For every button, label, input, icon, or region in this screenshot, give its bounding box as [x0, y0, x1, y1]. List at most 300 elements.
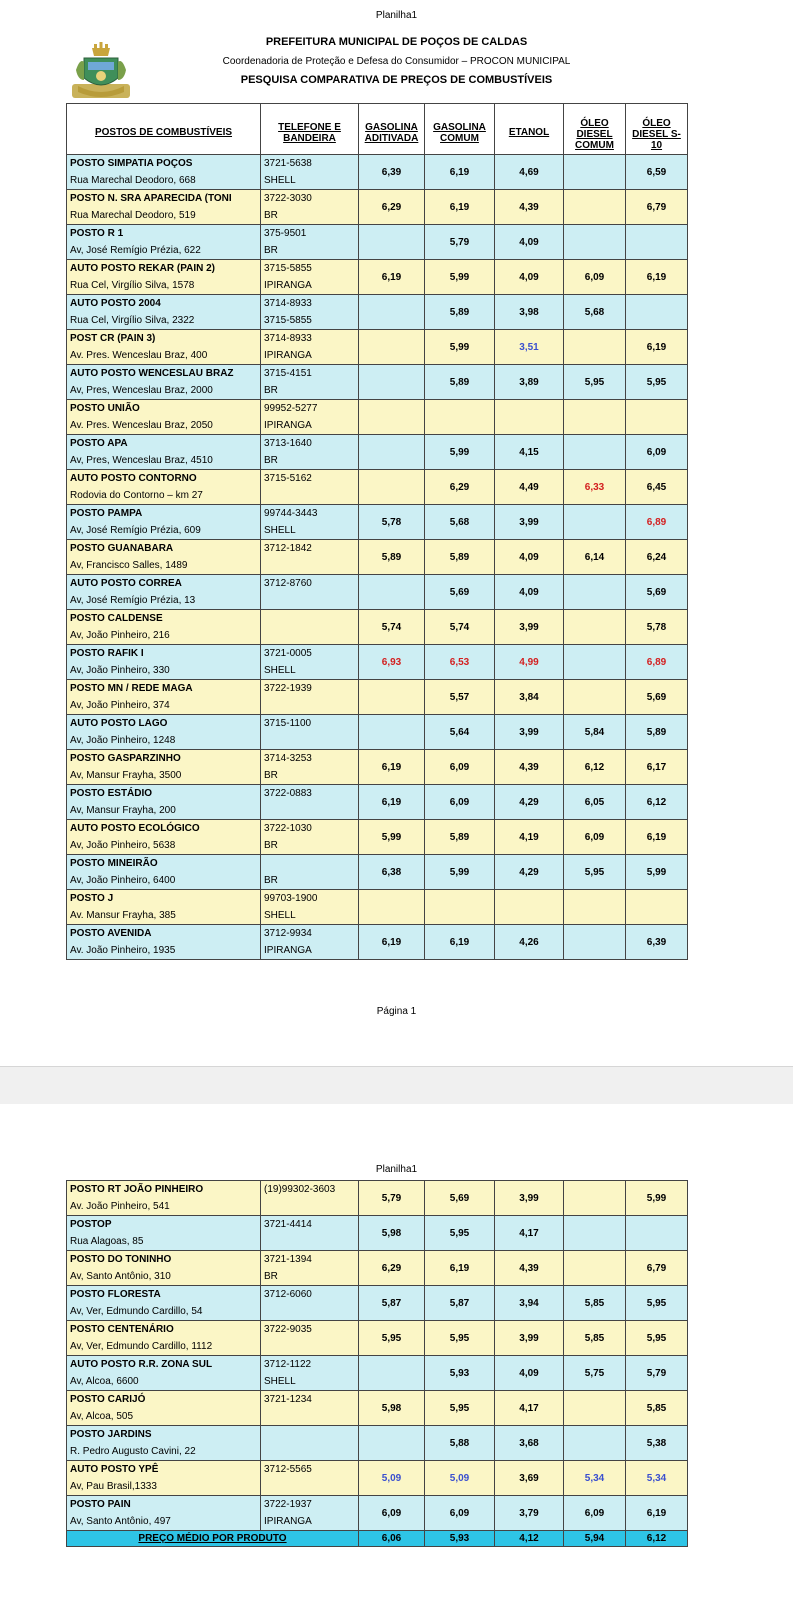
- price-gas-com: 5,99: [425, 260, 495, 295]
- table-row: [67, 1286, 688, 1304]
- station-address: Av, João Pinheiro, 216: [67, 627, 261, 645]
- station-address: Av, Pau Brasil,1333: [67, 1478, 261, 1496]
- station-name: POSTOP: [67, 1216, 261, 1234]
- table-row: [67, 155, 688, 173]
- station-phone: 99744-3443: [261, 505, 359, 523]
- price-etanol: 4,17: [495, 1391, 564, 1426]
- price-etanol: 4,09: [495, 575, 564, 610]
- station-name: POSTO AVENIDA: [67, 925, 261, 943]
- station-name: POSTO MN / REDE MAGA: [67, 680, 261, 698]
- price-gas-com: 5,74: [425, 610, 495, 645]
- table-row: [67, 260, 688, 278]
- station-phone: 3721-0005: [261, 645, 359, 663]
- station-name: POSTO R 1: [67, 225, 261, 243]
- table-row: [67, 330, 688, 348]
- station-name: POSTO PAIN: [67, 1496, 261, 1514]
- average-label: PREÇO MÉDIO POR PRODUTO: [67, 1531, 359, 1547]
- station-phone: 3722-1939: [261, 680, 359, 698]
- price-gas-ad: [359, 330, 425, 365]
- station-brand: BR: [261, 767, 359, 785]
- price-gas-ad: 6,29: [359, 190, 425, 225]
- price-diesel: [564, 680, 626, 715]
- price-gas-com: 6,19: [425, 925, 495, 960]
- price-etanol: 4,69: [495, 155, 564, 190]
- price-etanol: 3,99: [495, 1181, 564, 1216]
- price-gas-ad: [359, 715, 425, 750]
- station-address: Av, Santo Antônio, 497: [67, 1513, 261, 1531]
- station-brand: BR: [261, 452, 359, 470]
- price-gas-com: 5,99: [425, 435, 495, 470]
- table-row: [67, 645, 688, 663]
- price-diesel: [564, 435, 626, 470]
- col-header-ethanol: ETANOL: [495, 104, 564, 155]
- table-row: [67, 225, 688, 243]
- station-phone: 3712-1842: [261, 540, 359, 558]
- station-address: Av, Pres, Wenceslau Braz, 2000: [67, 382, 261, 400]
- table-row: [67, 680, 688, 698]
- price-diesel: 5,85: [564, 1321, 626, 1356]
- price-s10: 6,89: [626, 505, 688, 540]
- price-s10: 6,17: [626, 750, 688, 785]
- station-address: Av, José Remígio Prézia, 622: [67, 242, 261, 260]
- price-gas-com: 5,89: [425, 365, 495, 400]
- price-gas-ad: [359, 365, 425, 400]
- price-etanol: 3,94: [495, 1286, 564, 1321]
- price-s10: 6,09: [626, 435, 688, 470]
- price-diesel: 5,85: [564, 1286, 626, 1321]
- table-row: [67, 1216, 688, 1234]
- table-row: [67, 400, 688, 418]
- price-s10: 5,79: [626, 1356, 688, 1391]
- station-brand: IPIRANGA: [261, 347, 359, 365]
- station-address: Av, João Pinheiro, 330: [67, 662, 261, 680]
- station-phone: 3722-9035: [261, 1321, 359, 1339]
- price-diesel: 6,33: [564, 470, 626, 505]
- price-gas-ad: 5,98: [359, 1391, 425, 1426]
- table-row: [67, 295, 688, 313]
- col-header-diesel-common: ÓLEO DIESEL COMUM: [564, 104, 626, 155]
- price-diesel: 6,09: [564, 1496, 626, 1531]
- station-phone: (19)99302-3603: [261, 1181, 359, 1199]
- price-diesel: 5,84: [564, 715, 626, 750]
- price-s10: 5,95: [626, 1321, 688, 1356]
- price-gas-ad: 6,19: [359, 750, 425, 785]
- station-brand: [261, 487, 359, 505]
- price-gas-ad: [359, 1356, 425, 1391]
- price-diesel: [564, 190, 626, 225]
- station-brand: [261, 1233, 359, 1251]
- price-s10: 5,99: [626, 1181, 688, 1216]
- price-s10: 6,59: [626, 155, 688, 190]
- price-gas-ad: [359, 1426, 425, 1461]
- station-address: Rodovia do Contorno – km 27: [67, 487, 261, 505]
- price-gas-com: 6,29: [425, 470, 495, 505]
- station-phone: 3722-1937: [261, 1496, 359, 1514]
- station-brand: [261, 1408, 359, 1426]
- price-etanol: 4,09: [495, 1356, 564, 1391]
- price-gas-com: [425, 400, 495, 435]
- document-title: PREFEITURA MUNICIPAL DE POÇOS DE CALDAS: [265, 36, 528, 48]
- price-s10: 6,79: [626, 190, 688, 225]
- station-phone: 99952-5277: [261, 400, 359, 418]
- price-gas-com: 5,95: [425, 1216, 495, 1251]
- price-etanol: [495, 890, 564, 925]
- price-s10: 5,78: [626, 610, 688, 645]
- station-address: Av, José Remígio Prézia, 13: [67, 592, 261, 610]
- station-name: POSTO CARIJÓ: [67, 1391, 261, 1409]
- price-s10: 5,38: [626, 1426, 688, 1461]
- col-header-gasoline-additive: GASOLINA ADITIVADA: [359, 104, 425, 155]
- price-gas-com: 5,95: [425, 1391, 495, 1426]
- price-s10: 5,34: [626, 1461, 688, 1496]
- price-gas-com: 5,64: [425, 715, 495, 750]
- price-etanol: 4,09: [495, 540, 564, 575]
- price-gas-com: 5,57: [425, 680, 495, 715]
- station-phone: 3721-1394: [261, 1251, 359, 1269]
- station-name: AUTO POSTO CONTORNO: [67, 470, 261, 488]
- municipal-coat-of-arms-icon: [70, 40, 132, 102]
- price-etanol: 4,09: [495, 260, 564, 295]
- price-diesel: [564, 505, 626, 540]
- price-gas-ad: 5,95: [359, 1321, 425, 1356]
- station-name: POSTO DO TONINHO: [67, 1251, 261, 1269]
- price-s10: 6,45: [626, 470, 688, 505]
- station-brand: BR: [261, 872, 359, 890]
- station-address: Rua Cel, Virgílio Silva, 2322: [67, 312, 261, 330]
- station-name: POSTO N. SRA APARECIDA (TONI: [67, 190, 261, 208]
- price-etanol: 4,09: [495, 225, 564, 260]
- price-gas-com: 5,88: [425, 1426, 495, 1461]
- price-gas-ad: [359, 470, 425, 505]
- station-name: AUTO POSTO YPÊ: [67, 1461, 261, 1479]
- table-row: [67, 365, 688, 383]
- station-address: Av, João Pinheiro, 1248: [67, 732, 261, 750]
- station-brand: [261, 1443, 359, 1461]
- price-etanol: 3,68: [495, 1426, 564, 1461]
- col-header-gasoline-common: GASOLINA COMUM: [425, 104, 495, 155]
- station-address: Av. João Pinheiro, 541: [67, 1198, 261, 1216]
- fuel-price-table: [66, 103, 688, 960]
- price-gas-ad: [359, 400, 425, 435]
- price-diesel: [564, 575, 626, 610]
- station-address: Av, João Pinheiro, 6400: [67, 872, 261, 890]
- price-etanol: 3,99: [495, 715, 564, 750]
- table-row: [67, 1496, 688, 1514]
- station-address: Av, Santo Antônio, 310: [67, 1268, 261, 1286]
- price-s10: 6,19: [626, 330, 688, 365]
- price-gas-com: 5,69: [425, 1181, 495, 1216]
- price-s10: [626, 1216, 688, 1251]
- price-gas-com: 5,87: [425, 1286, 495, 1321]
- station-phone: 3715-5162: [261, 470, 359, 488]
- station-address: Rua Cel, Virgílio Silva, 1578: [67, 277, 261, 295]
- price-diesel: 5,68: [564, 295, 626, 330]
- price-diesel: 6,12: [564, 750, 626, 785]
- price-etanol: 3,98: [495, 295, 564, 330]
- station-address: Av. Pres. Wenceslau Braz, 2050: [67, 417, 261, 435]
- price-etanol: 4,29: [495, 855, 564, 890]
- price-etanol: 3,99: [495, 610, 564, 645]
- station-address: Av, João Pinheiro, 5638: [67, 837, 261, 855]
- station-phone: 3722-0883: [261, 785, 359, 803]
- price-etanol: 4,99: [495, 645, 564, 680]
- table-row: [67, 1426, 688, 1444]
- price-s10: 5,95: [626, 1286, 688, 1321]
- price-s10: 6,19: [626, 1496, 688, 1531]
- station-phone: 3714-3253: [261, 750, 359, 768]
- station-name: POSTO CALDENSE: [67, 610, 261, 628]
- price-gas-com: 5,79: [425, 225, 495, 260]
- average-diesel: 5,94: [564, 1531, 626, 1547]
- average-etanol: 4,12: [495, 1531, 564, 1547]
- price-s10: [626, 890, 688, 925]
- station-phone: [261, 855, 359, 873]
- price-gas-com: 6,19: [425, 155, 495, 190]
- price-gas-com: 5,89: [425, 820, 495, 855]
- station-phone: 3721-4414: [261, 1216, 359, 1234]
- price-diesel: [564, 1426, 626, 1461]
- price-gas-ad: 6,93: [359, 645, 425, 680]
- station-brand: [261, 732, 359, 750]
- price-gas-com: 5,93: [425, 1356, 495, 1391]
- price-gas-com: 5,68: [425, 505, 495, 540]
- station-phone: 3714-8933: [261, 330, 359, 348]
- station-brand: [261, 1198, 359, 1216]
- station-name: AUTO POSTO WENCESLAU BRAZ: [67, 365, 261, 383]
- station-phone: 375-9501: [261, 225, 359, 243]
- station-brand: [261, 592, 359, 610]
- fuel-price-table-continued: [66, 1180, 688, 1547]
- price-gas-ad: 5,89: [359, 540, 425, 575]
- price-s10: 5,89: [626, 715, 688, 750]
- station-brand: SHELL: [261, 1373, 359, 1391]
- price-diesel: [564, 925, 626, 960]
- station-brand: BR: [261, 382, 359, 400]
- price-s10: 6,19: [626, 820, 688, 855]
- price-etanol: 3,79: [495, 1496, 564, 1531]
- station-address: Av, Ver, Edmundo Cardillo, 1112: [67, 1338, 261, 1356]
- price-etanol: 3,51: [495, 330, 564, 365]
- station-name: POSTO RT JOÃO PINHEIRO: [67, 1181, 261, 1199]
- station-address: Av. Pres. Wenceslau Braz, 400: [67, 347, 261, 365]
- table-row: [67, 820, 688, 838]
- station-name: POSTO J: [67, 890, 261, 908]
- price-s10: 6,24: [626, 540, 688, 575]
- station-phone: 3712-6060: [261, 1286, 359, 1304]
- station-name: POSTO SIMPATIA POÇOS: [67, 155, 261, 173]
- price-diesel: [564, 890, 626, 925]
- price-etanol: 4,17: [495, 1216, 564, 1251]
- station-address: Av, Pres, Wenceslau Braz, 4510: [67, 452, 261, 470]
- average-gas-com: 5,93: [425, 1531, 495, 1547]
- station-phone: 3714-8933: [261, 295, 359, 313]
- station-name: POSTO GUANABARA: [67, 540, 261, 558]
- price-diesel: [564, 400, 626, 435]
- survey-title: PESQUISA COMPARATIVA DE PREÇOS DE COMBUSTÍVEIS: [240, 74, 553, 86]
- station-name: POSTO CENTENÁRIO: [67, 1321, 261, 1339]
- price-etanol: 4,39: [495, 750, 564, 785]
- table-row: [67, 435, 688, 453]
- table-row: [67, 540, 688, 558]
- price-etanol: 4,19: [495, 820, 564, 855]
- station-name: POSTO FLORESTA: [67, 1286, 261, 1304]
- price-etanol: 3,89: [495, 365, 564, 400]
- station-name: AUTO POSTO CORREA: [67, 575, 261, 593]
- price-s10: [626, 225, 688, 260]
- station-name: POSTO UNIÃO: [67, 400, 261, 418]
- price-gas-ad: [359, 295, 425, 330]
- price-gas-com: 5,99: [425, 330, 495, 365]
- sheet-name: Planilha1: [375, 10, 418, 21]
- station-brand: SHELL: [261, 662, 359, 680]
- price-s10: [626, 400, 688, 435]
- table-row: [67, 1251, 688, 1269]
- price-gas-com: 5,99: [425, 855, 495, 890]
- station-address: Rua Marechal Deodoro, 519: [67, 207, 261, 225]
- price-diesel: [564, 1181, 626, 1216]
- price-gas-ad: [359, 890, 425, 925]
- col-header-diesel-s10: ÓLEO DIESEL S-10: [626, 104, 688, 155]
- price-diesel: 6,14: [564, 540, 626, 575]
- station-name: AUTO POSTO LAGO: [67, 715, 261, 733]
- station-phone: 3721-5638: [261, 155, 359, 173]
- price-diesel: [564, 1251, 626, 1286]
- price-s10: 5,95: [626, 365, 688, 400]
- station-brand: [261, 1338, 359, 1356]
- price-diesel: [564, 610, 626, 645]
- average-gas-ad: 6,06: [359, 1531, 425, 1547]
- price-etanol: 3,84: [495, 680, 564, 715]
- price-gas-com: 5,89: [425, 295, 495, 330]
- price-s10: 6,39: [626, 925, 688, 960]
- station-phone: 3712-9934: [261, 925, 359, 943]
- station-phone: 3715-4151: [261, 365, 359, 383]
- price-gas-ad: 6,39: [359, 155, 425, 190]
- station-brand: BR: [261, 242, 359, 260]
- price-gas-com: [425, 890, 495, 925]
- price-gas-ad: 5,74: [359, 610, 425, 645]
- price-gas-com: 6,09: [425, 750, 495, 785]
- table-row: [67, 610, 688, 628]
- station-address: Av, José Remígio Prézia, 609: [67, 522, 261, 540]
- station-brand: [261, 557, 359, 575]
- price-etanol: 4,39: [495, 190, 564, 225]
- station-address: Av, João Pinheiro, 374: [67, 697, 261, 715]
- price-etanol: 4,49: [495, 470, 564, 505]
- station-brand: 3715-5855: [261, 312, 359, 330]
- price-diesel: 6,09: [564, 260, 626, 295]
- price-gas-com: 6,09: [425, 1496, 495, 1531]
- station-phone: 3712-8760: [261, 575, 359, 593]
- station-address: Av, Mansur Frayha, 200: [67, 802, 261, 820]
- station-brand: SHELL: [261, 907, 359, 925]
- price-diesel: [564, 645, 626, 680]
- price-s10: [626, 295, 688, 330]
- station-name: AUTO POSTO REKAR (PAIN 2): [67, 260, 261, 278]
- station-address: Rua Marechal Deodoro, 668: [67, 172, 261, 190]
- price-etanol: 4,26: [495, 925, 564, 960]
- page-separator: [0, 1066, 793, 1106]
- station-brand: SHELL: [261, 172, 359, 190]
- price-gas-com: 5,09: [425, 1461, 495, 1496]
- station-name: AUTO POSTO ECOLÓGICO: [67, 820, 261, 838]
- table-row: [67, 1391, 688, 1409]
- station-brand: [261, 802, 359, 820]
- station-address: Rua Alagoas, 85: [67, 1233, 261, 1251]
- station-name: AUTO POSTO R.R. ZONA SUL: [67, 1356, 261, 1374]
- station-address: Av, Francisco Salles, 1489: [67, 557, 261, 575]
- table-row: [67, 750, 688, 768]
- station-address: Av, Ver, Edmundo Cardillo, 54: [67, 1303, 261, 1321]
- price-gas-ad: 6,19: [359, 260, 425, 295]
- station-brand: [261, 627, 359, 645]
- station-name: POSTO GASPARZINHO: [67, 750, 261, 768]
- price-gas-com: 6,53: [425, 645, 495, 680]
- price-gas-com: 5,95: [425, 1321, 495, 1356]
- price-etanol: 3,99: [495, 505, 564, 540]
- price-diesel: 5,34: [564, 1461, 626, 1496]
- price-gas-ad: 6,19: [359, 785, 425, 820]
- table-row: [67, 505, 688, 523]
- price-diesel: 5,95: [564, 855, 626, 890]
- station-name: POSTO ESTÁDIO: [67, 785, 261, 803]
- price-diesel: [564, 330, 626, 365]
- table-row: [67, 575, 688, 593]
- average-price-row: [67, 1531, 688, 1547]
- price-s10: 6,19: [626, 260, 688, 295]
- station-brand: [261, 1303, 359, 1321]
- price-s10: 6,12: [626, 785, 688, 820]
- station-brand: BR: [261, 1268, 359, 1286]
- price-diesel: 6,05: [564, 785, 626, 820]
- price-s10: 6,89: [626, 645, 688, 680]
- station-name: POSTO RAFIK I: [67, 645, 261, 663]
- price-diesel: 6,09: [564, 820, 626, 855]
- station-address: Av, Alcoa, 505: [67, 1408, 261, 1426]
- price-s10: 6,79: [626, 1251, 688, 1286]
- table-row: [67, 470, 688, 488]
- station-brand: IPIRANGA: [261, 417, 359, 435]
- price-etanol: 3,99: [495, 1321, 564, 1356]
- station-name: AUTO POSTO 2004: [67, 295, 261, 313]
- table-row: [67, 1321, 688, 1339]
- price-diesel: [564, 225, 626, 260]
- average-s10: 6,12: [626, 1531, 688, 1547]
- station-name: POSTO JARDINS: [67, 1426, 261, 1444]
- station-phone: [261, 610, 359, 628]
- col-header-stations: POSTOS DE COMBUSTÍVEIS: [67, 104, 261, 155]
- station-brand: [261, 697, 359, 715]
- station-phone: 3715-1100: [261, 715, 359, 733]
- col-header-phone-brand: TELEFONE E BANDEIRA: [261, 104, 359, 155]
- price-gas-ad: [359, 575, 425, 610]
- price-s10: 5,69: [626, 575, 688, 610]
- station-phone: 99703-1900: [261, 890, 359, 908]
- price-gas-ad: 6,29: [359, 1251, 425, 1286]
- price-diesel: [564, 155, 626, 190]
- table-row: [67, 925, 688, 943]
- station-brand: IPIRANGA: [261, 942, 359, 960]
- price-gas-ad: 5,99: [359, 820, 425, 855]
- price-gas-com: 6,19: [425, 190, 495, 225]
- station-phone: 3712-5565: [261, 1461, 359, 1479]
- table-row: [67, 1181, 688, 1199]
- price-etanol: 4,29: [495, 785, 564, 820]
- price-etanol: 3,69: [495, 1461, 564, 1496]
- document-subtitle: Coordenadoria de Proteção e Defesa do Consumidor – PROCON MUNICIPAL: [222, 56, 571, 67]
- station-address: Av, Mansur Frayha, 3500: [67, 767, 261, 785]
- price-gas-ad: 5,78: [359, 505, 425, 540]
